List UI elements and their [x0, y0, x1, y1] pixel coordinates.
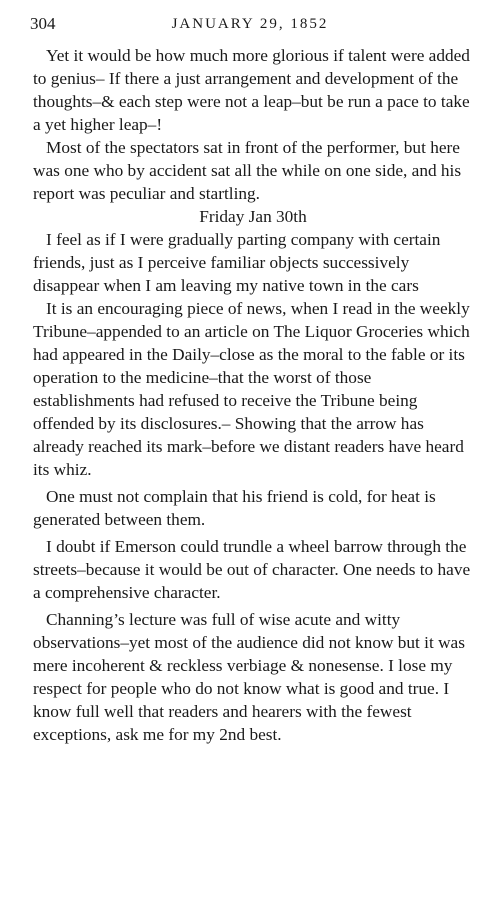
journal-text — [33, 44, 473, 746]
page-header — [30, 12, 470, 38]
running-title: JANUARY 29, 1852 — [171, 16, 329, 32]
page-number: 304 — [30, 14, 56, 33]
entry-date-heading: Friday Jan 30th — [199, 207, 307, 226]
paragraph-channing-lecture: Channing’s lecture was full of wise acute and witty observations–yet most of the audience did not know but it was mere incoherent & reckless verbiage & nonesense. I lose my respect for people who do not know what is good and true. I know full well that readers and hearers with the fewest exceptions, ask me for my 2nd best. — [33, 610, 465, 744]
paragraph-tribune-news: It is an encouraging piece of news, when I read in the weekly Tribune–appended to an article on The Liquor Groceries which had appeared in the Daily–close as the moral to the fable or its operation to the medicine–that the worst of those establishments had refused to receive the Tribune being offended by its disclosures.– Showing that the arrow has already reached its mark–before we distant readers have heard its whiz. — [33, 299, 470, 479]
paragraph-emerson: I doubt if Emerson could trundle a wheel barrow through the streets–because it would be out of character. One needs to have a comprehensive character. — [33, 537, 471, 602]
paragraph-friend-cold: One must not complain that his friend is cold, for heat is generated between them. — [33, 487, 436, 529]
paragraph-parting-friends: I feel as if I were gradually parting company with certain friends, just as I perceive familiar objects successively disappear when I am leaving my native town in the cars — [33, 230, 441, 295]
paragraph-talent-genius: Yet it would be how much more glorious if talent were added to genius– If there a just arrangement and development of the thoughts–& each step were not a leap–but be run a pace to take a yet higher leap–! — [33, 46, 470, 134]
paragraph-spectators: Most of the spectators sat in front of the performer, but here was one who by accident sat all the while on one side, and his report was peculiar and startling. — [33, 138, 462, 203]
